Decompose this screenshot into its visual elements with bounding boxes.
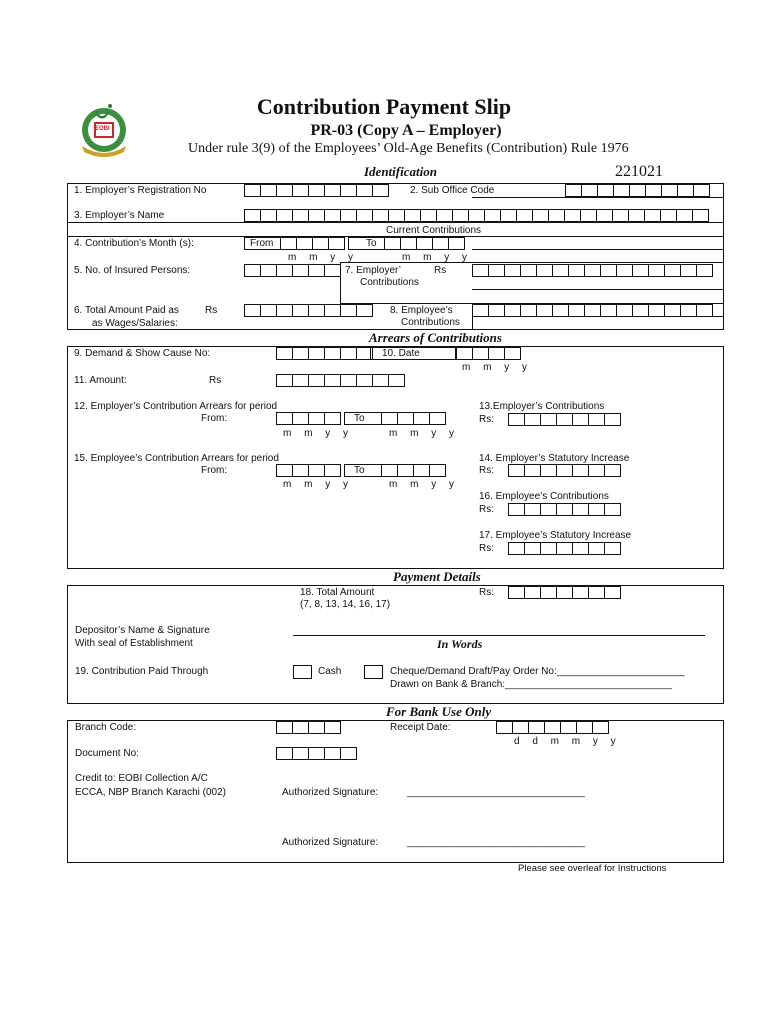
amount-rs: Rs: [209, 375, 222, 386]
in-words-line[interactable]: [293, 635, 705, 636]
employee-contrib-label-2: Contributions: [401, 317, 460, 328]
to-label: To: [366, 238, 377, 249]
rule-text: Under rule 3(9) of the Employees’ Old-Age Benefits (Contribution) Rule 1976: [188, 141, 629, 156]
total-paid-rs: Rs: [205, 305, 218, 316]
divider: [67, 222, 724, 223]
cheque-label[interactable]: Cheque/Demand Draft/Pay Order No:_______________________: [390, 666, 685, 677]
branch-code-label: Branch Code:: [75, 722, 137, 733]
cheque-checkbox[interactable]: [364, 665, 383, 679]
employee-arrears-label: 15. Employee’s Contribution Arrears for period: [74, 453, 279, 464]
identification-heading: Identification: [364, 164, 437, 179]
employer-name-label: 3. Employer’s Name: [74, 210, 165, 221]
date-field[interactable]: [456, 347, 520, 360]
reg-no-field[interactable]: [244, 184, 388, 197]
document-no-label: Document No:: [75, 748, 139, 759]
rs-label: Rs:: [479, 414, 494, 425]
total-items-label: (7, 8, 13, 14, 16, 17): [300, 599, 391, 610]
employer-arrears-label: 12. Employer’s Contribution Arrears for period: [74, 401, 278, 412]
current-contributions-label: Current Contributions: [386, 225, 482, 236]
drawn-label[interactable]: Drawn on Bank & Branch:______________________________: [390, 679, 672, 690]
date-label: 10. Date: [382, 348, 420, 359]
bank-heading: For Bank Use Only: [386, 704, 492, 719]
rs-label: Rs:: [479, 587, 494, 598]
employer-contrib-label: 7. Employer’: [345, 265, 401, 276]
logo-text: EOBI: [95, 126, 110, 132]
total-paid-field[interactable]: [244, 304, 372, 317]
depositor-label: Depositor’s Name & Signature: [75, 625, 210, 636]
insured-label: 5. No. of Insured Persons:: [74, 265, 191, 276]
demand-field[interactable]: [276, 347, 372, 360]
employee-arrears-from: From:: [201, 465, 228, 476]
amount-label: 11. Amount:: [74, 375, 127, 386]
employer-statutory-field[interactable]: [508, 464, 620, 477]
month-to-format: m m y y: [402, 252, 472, 263]
total-paid-label-2: as Wages/Salaries:: [92, 318, 178, 329]
auth-sig-line-2[interactable]: ________________________________: [407, 837, 585, 848]
from-label: From: [250, 238, 274, 249]
footer-note: Please see overleaf for Instructions: [518, 863, 667, 874]
month-from-field[interactable]: [280, 237, 344, 250]
rs-label: Rs:: [479, 465, 494, 476]
date-format: m m y y: [462, 362, 532, 373]
employer-arrears-from-format: m m y y: [283, 428, 353, 439]
employee-contrib-arrears-label: 16. Employee’s Contributions: [479, 491, 609, 502]
amount-field[interactable]: [276, 374, 404, 387]
employer-arrears-to: To: [354, 413, 365, 424]
employee-statutory-label: 17. Employee’s Statutory Increase: [479, 530, 632, 541]
page-title: Contribution Payment Slip: [256, 94, 512, 119]
employee-arrears-from-field[interactable]: [276, 464, 340, 477]
employer-contrib-arrears-label: 13.Employer’s Contributions: [479, 401, 605, 412]
auth-sig-line-1[interactable]: ________________________________: [407, 787, 585, 798]
employee-arrears-to-field[interactable]: [381, 464, 445, 477]
total-paid-label: 6. Total Amount Paid as: [74, 305, 179, 316]
employer-contrib-field[interactable]: [472, 264, 712, 277]
total-amount-field[interactable]: [508, 586, 620, 599]
employee-arrears-to: To: [354, 465, 365, 476]
divider: [472, 249, 724, 250]
sub-office-field[interactable]: [565, 184, 709, 197]
receipt-date-format: d d m m y y: [514, 736, 621, 747]
employee-contrib-arrears-field[interactable]: [508, 503, 620, 516]
sub-office-label: 2. Sub Office Code: [410, 185, 495, 196]
depositor-label-2: With seal of Establishment: [75, 638, 193, 649]
branch-code-field[interactable]: [276, 721, 340, 734]
divider: [340, 262, 724, 263]
auth-sig-label-2: Authorized Signature:: [282, 837, 379, 848]
demand-label: 9. Demand & Show Cause No:: [74, 348, 211, 359]
rs-label: Rs:: [479, 504, 494, 515]
credit-label-2: ECCA, NBP Branch Karachi (002): [75, 787, 226, 798]
divider: [340, 262, 341, 304]
cash-checkbox[interactable]: [293, 665, 312, 679]
rs-label: Rs:: [479, 543, 494, 554]
divider: [472, 197, 724, 198]
employer-name-field[interactable]: [244, 209, 708, 222]
employee-statutory-field[interactable]: [508, 542, 620, 555]
form-subtitle: PR-03 (Copy A – Employer): [310, 122, 502, 139]
employee-contrib-label: 8. Employee’s: [390, 305, 453, 316]
cash-label: Cash: [318, 666, 342, 677]
employer-arrears-from-field[interactable]: [276, 412, 340, 425]
month-label: 4. Contribution’s Month (s):: [74, 238, 194, 249]
arrears-heading: Arrears of Contributions: [369, 330, 502, 345]
employer-arrears-to-field[interactable]: [381, 412, 445, 425]
credit-label: Credit to: EOBI Collection A/C: [75, 773, 208, 784]
divider: [472, 289, 724, 290]
divider: [472, 316, 724, 317]
in-words-label: In Words: [437, 637, 483, 651]
month-to-field[interactable]: [384, 237, 464, 250]
employee-arrears-from-format: m m y y: [283, 479, 353, 490]
employer-arrears-to-format: m m y y: [389, 428, 459, 439]
receipt-date-field[interactable]: [496, 721, 608, 734]
employer-contrib-label-2: Contributions: [360, 277, 419, 288]
employer-statutory-label: 14. Employer’s Statutory Increase: [479, 453, 630, 464]
employer-contrib-rs: Rs: [434, 265, 447, 276]
reg-no-label: 1. Employer’s Registration No: [74, 185, 207, 196]
auth-sig-label-1: Authorized Signature:: [282, 787, 379, 798]
employer-arrears-from: From:: [201, 413, 228, 424]
form-number: 221021: [615, 163, 663, 180]
receipt-date-label: Receipt Date:: [390, 722, 451, 733]
insured-field[interactable]: [244, 264, 340, 277]
paid-through-label: 19. Contribution Paid Through: [75, 666, 209, 677]
document-no-field[interactable]: [276, 747, 356, 760]
payment-heading: Payment Details: [393, 569, 481, 584]
total-amount-label: 18. Total Amount: [300, 587, 375, 598]
month-from-format: m m y y: [288, 252, 358, 263]
employer-contrib-arrears-field[interactable]: [508, 413, 620, 426]
employee-arrears-to-format: m m y y: [389, 479, 459, 490]
